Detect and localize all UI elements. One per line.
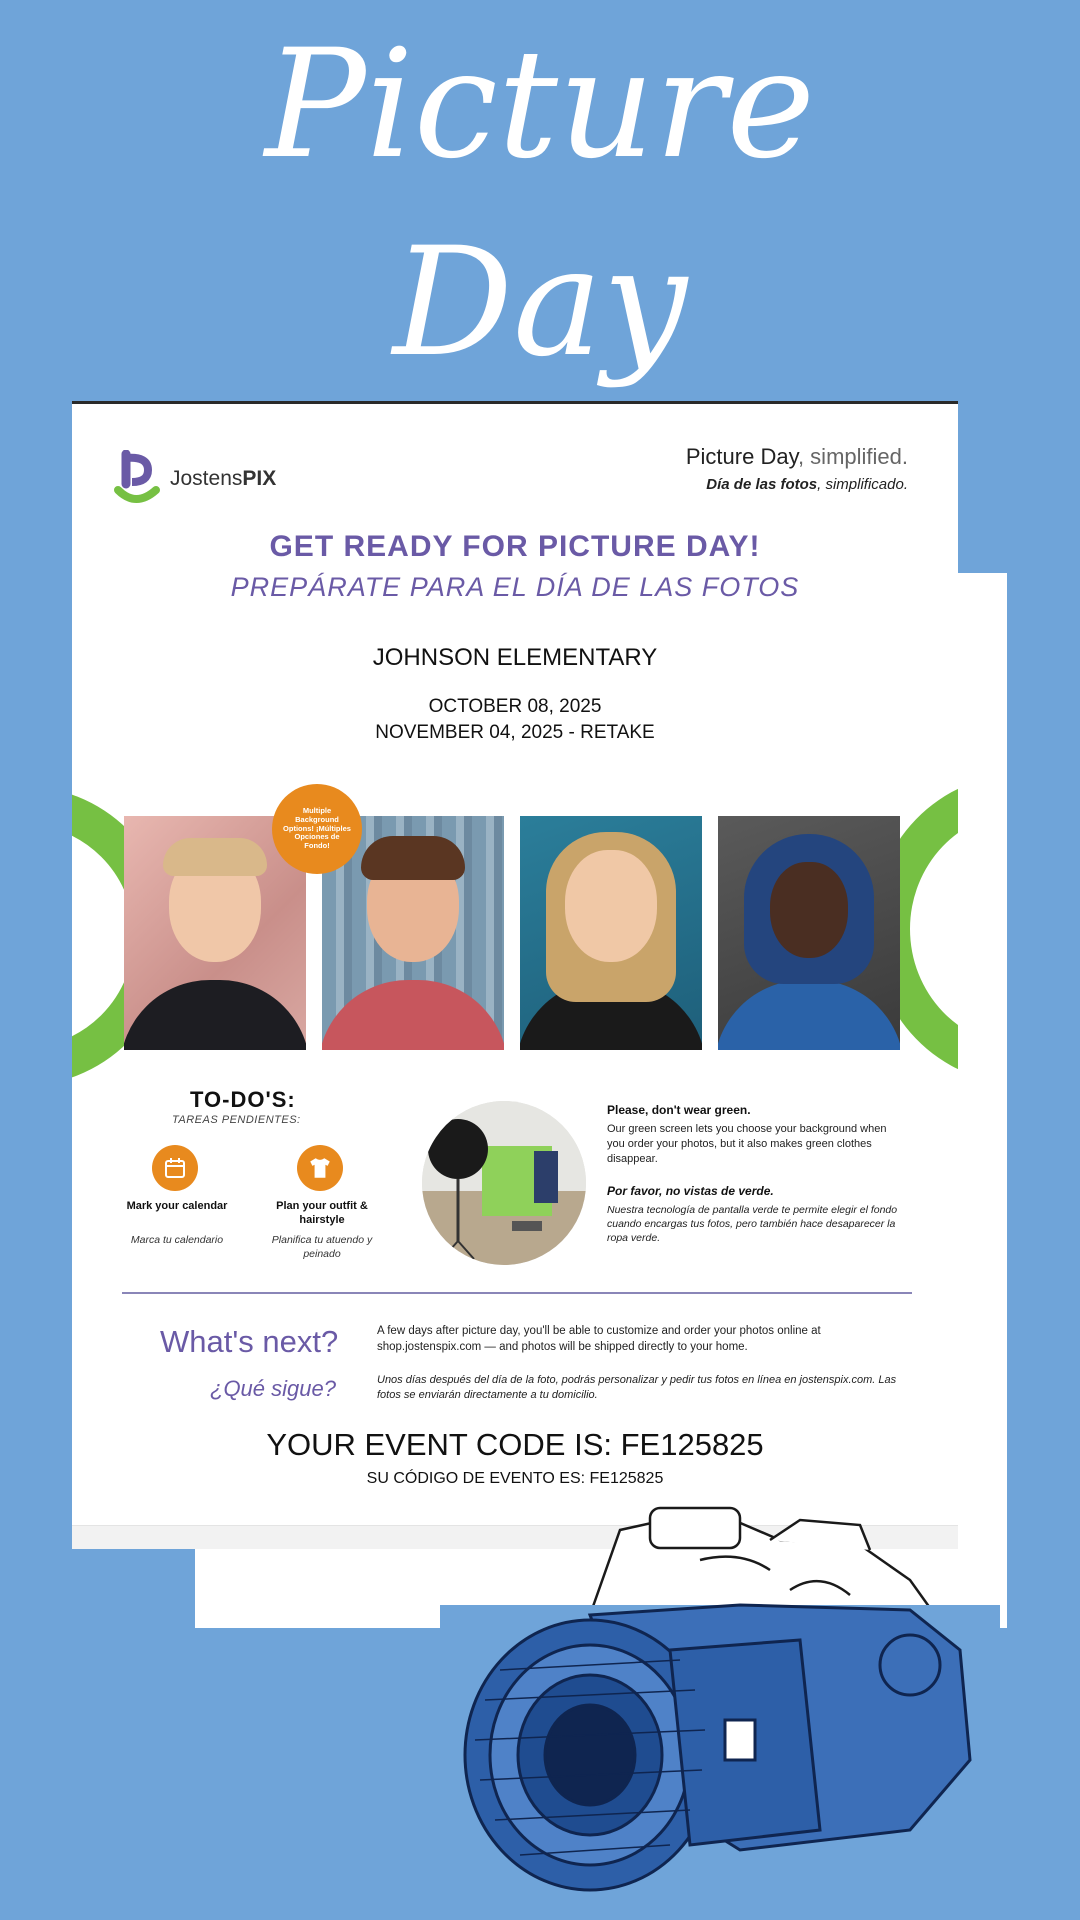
todo-title: TO-DO'S:: [190, 1087, 296, 1112]
student-photo-4: [718, 816, 900, 1050]
whats-next-body-es: Unos días después del día de la foto, podrás personalizar y pedir tus fotos en línea en jostenspix.com. Las fotos se enviarán directamente a tu domicilio.: [377, 1374, 897, 1402]
tagline-es-rest: , simplificado.: [817, 476, 908, 493]
retake-date: NOVEMBER 04, 2025 - RETAKE: [375, 722, 655, 743]
event-code-en: YOUR EVENT CODE IS: FE125825: [266, 1427, 764, 1462]
picture-date: OCTOBER 08, 2025: [428, 696, 602, 717]
tagline-english: [686, 444, 908, 470]
no-green-heading-es: Por favor, no vistas de verde.: [607, 1184, 774, 1198]
student-photo-3: [520, 816, 702, 1050]
no-green-body-es: Nuestra tecnología de pantalla verde te permite elegir el fondo cuando encargas tus fotos, pero también hace desaparecer la ropa verde.: [607, 1204, 898, 1245]
tagline-en-bold: Picture Day: [685, 444, 798, 469]
page-title-line-1: Picture: [264, 18, 816, 192]
no-green-heading-en: Please, don't wear green.: [607, 1103, 751, 1117]
background-options-badge: Multiple Background Options! ¡Múltiples Opciones de Fondo!: [272, 784, 362, 874]
todo-item-calendar-label: Mark your calendar: [126, 1200, 228, 1212]
flyer-heading-english: GET READY FOR PICTURE DAY!: [269, 530, 761, 563]
school-name: JOHNSON ELEMENTARY: [372, 644, 658, 671]
jostens-logo-icon: [114, 450, 160, 508]
whats-next-heading-es: ¿Qué sigue?: [210, 1376, 336, 1401]
brand-prefix: Jostens: [170, 467, 243, 490]
tagline-en-rest: , simplified.: [797, 444, 908, 469]
calendar-icon: [152, 1145, 198, 1191]
flyer-heading-spanish: PREPÁRATE PARA EL DÍA DE LAS FOTOS: [230, 572, 800, 602]
whats-next-heading-en: What's next?: [160, 1324, 339, 1359]
page-title-line-2: Day: [392, 216, 688, 390]
camera-sketch-icon: [440, 1500, 1000, 1900]
brand-name: [170, 467, 276, 491]
tagline-spanish: [706, 476, 908, 493]
whats-next-body-en: A few days after picture day, you'll be able to customize and order your photos online at shop.jostenspix.com — and photos will be shipped directly to your home.: [377, 1325, 821, 1354]
todo-item-calendar-label-es: Marca tu calendario: [130, 1234, 224, 1246]
brand-suffix: PIX: [242, 467, 277, 490]
section-divider: [122, 1292, 912, 1294]
green-screen-studio-photo: [422, 1101, 586, 1265]
shirt-icon: [297, 1145, 343, 1191]
picture-day-flyer: [72, 401, 958, 1549]
todo-subtitle: TAREAS PENDIENTES:: [172, 1114, 301, 1126]
tagline-es-bold: Día de las fotos: [706, 476, 818, 493]
todo-item-outfit-label: Plan your outfit & hairstyle: [276, 1200, 368, 1227]
event-code-es: SU CÓDIGO DE EVENTO ES: FE125825: [366, 1470, 664, 1487]
no-green-body-en: Our green screen lets you choose your background when you order your photos, but it also makes green clothes disappear.: [607, 1123, 887, 1165]
jostens-pix-logo: [114, 450, 276, 508]
todo-item-outfit-label-es: Planifica tu atuendo y peinado: [271, 1234, 373, 1260]
